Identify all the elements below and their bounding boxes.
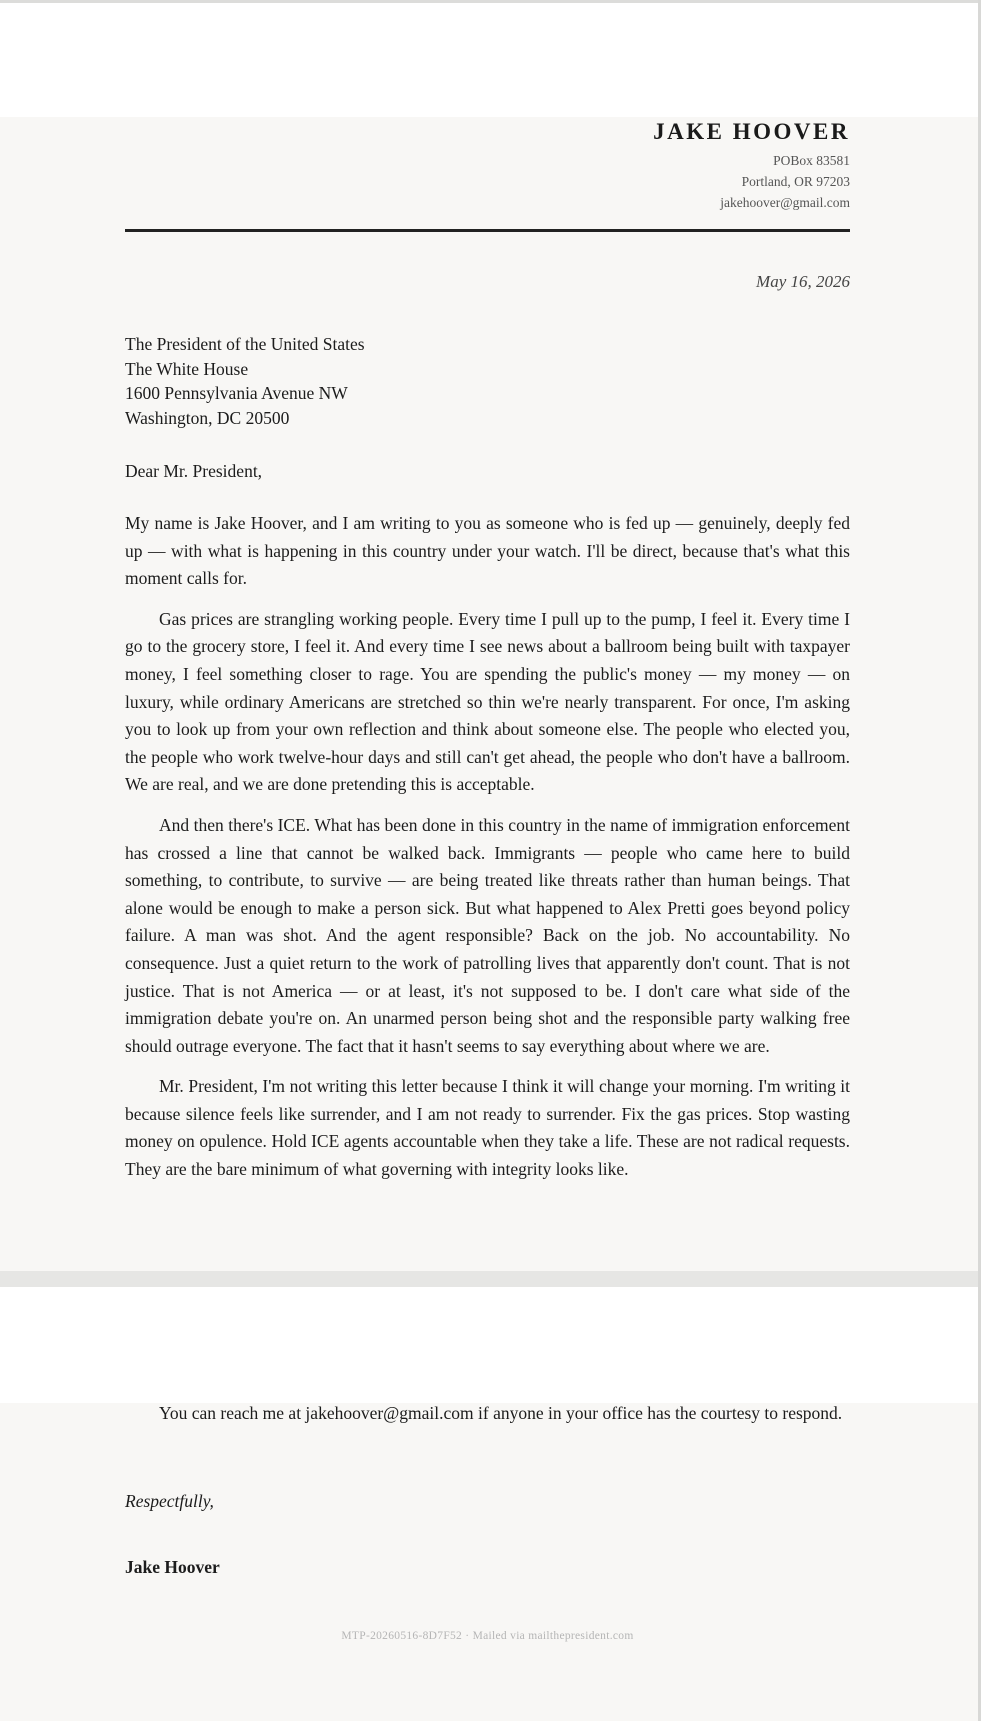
sender-address-line2: Portland, OR 97203 [741, 174, 850, 189]
letterhead-divider [125, 229, 850, 232]
letter-body-continued [125, 1400, 850, 1441]
sender-name: JAKE HOOVER [653, 119, 850, 144]
body-paragraph: Mr. President, I'm not writing this letter because I think it will change your morning. I'm writing it because silence feels like surrender, and I am not ready to surrender. Fix the gas prices. Stop wasting money on opulence. Hold ICE agents accountable when they take a life. These are not radical requests. They are the bare minimum of what governing with integrity looks like. [125, 1076, 850, 1180]
body-paragraph: My name is Jake Hoover, and I am writing to you as someone who is fed up — genuinely, deeply fed up — with what is happening in this country under your watch. I'll be direct, because that's what this moment calls for. [125, 513, 850, 589]
footer-reference: MTP-20260516-8D7F52 · Mailed via mailthepresident.com [341, 1630, 634, 1642]
signature: Jake Hoover [125, 1557, 220, 1577]
closing: Respectfully, [125, 1491, 214, 1511]
recipient-line2: The White House [125, 358, 249, 379]
letter-date: May 16, 2026 [756, 272, 850, 291]
body-paragraph: Gas prices are strangling working people. Every time I pull up to the pump, I feel it. Every time I go to the grocery store, I feel it. And every time I see news about a ballroom being built with taxpayer money, I feel something closer to rage. You are spending the public's money — my money — on luxury, while ordinary Americans are stretched so thin we're nearly transparent. For once, I'm asking you to look up from your own reflection and think about someone else. The people who elected you, the people who work twelve-hour days and still can't get ahead, the people who don't have a ballroom. We are real, and we are done pretending this is acceptable. [125, 608, 850, 795]
recipient-line1: The President of the United States [125, 334, 365, 354]
body-paragraph: And then there's ICE. What has been done in this country in the name of immigration enforcement has crossed a line that cannot be walked back. Immigrants — people who came here to build something, to contribute, to survive — are being treated like threats rather than human beings. That alone would be enough to make a person sick. But what happened to Alex Pretti goes beyond policy failure. A man was shot. And the agent responsible? Back on the job. No accountability. No consequence. Just a quiet return to the work of patrolling lives that apparently don't count. That is not justice. That is not America — or at least, it's not supposed to be. I don't care what side of the immigration debate you're on. An unarmed person being shot and the responsible party walking free should outrage everyone. The fact that it hasn't seems to say everything about where we are. [125, 814, 850, 1056]
body-paragraph: You can reach me at jakehoover@gmail.com if anyone in your office has the courtesy to respond. [159, 1403, 843, 1423]
sender-address-line1: POBox 83581 [773, 153, 850, 168]
recipient-line3: 1600 Pennsylvania Avenue NW [125, 383, 348, 403]
recipient-address [125, 332, 365, 430]
recipient-line4: Washington, DC 20500 [125, 407, 290, 428]
salutation: Dear Mr. President, [125, 461, 263, 481]
letterhead [125, 118, 850, 213]
page-top-band [0, 3, 978, 117]
letter-body [125, 510, 850, 1197]
sender-email: jakehoover@gmail.com [720, 195, 850, 210]
page-top-band [0, 1287, 978, 1403]
